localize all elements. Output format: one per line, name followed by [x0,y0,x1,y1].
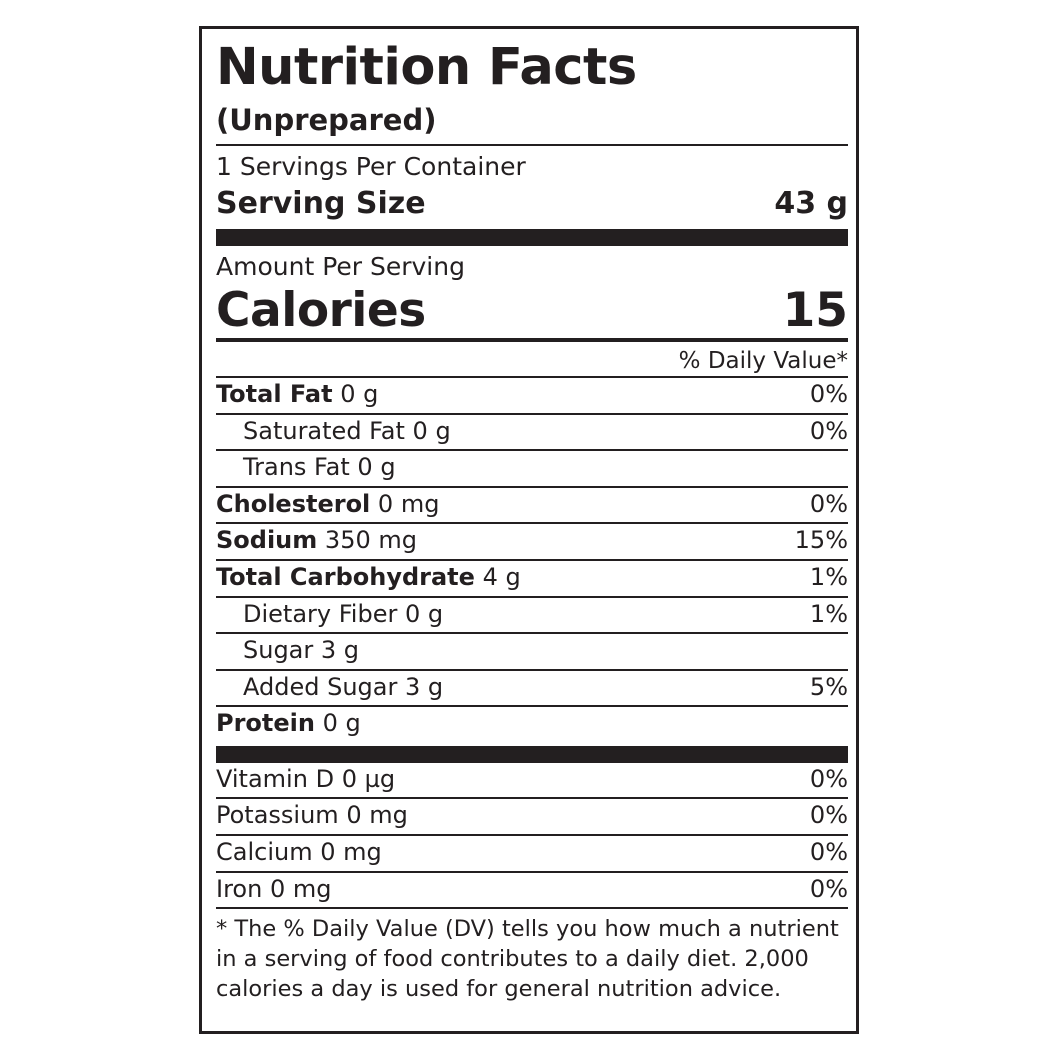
nutrient-name: Total Fat [216,379,333,408]
vitamin-amount: 0 mg [320,838,382,867]
nutrient-name: Sodium [216,526,318,555]
nutrient-name: Trans Fat [243,453,350,482]
vitamin-dv: 0% [809,801,848,830]
nutrient-name: Total Carbohydrate [216,562,475,591]
vitamin-dv: 0% [809,764,848,793]
divider-under-calories [216,338,848,342]
amount-per-serving-label: Amount Per Serving [216,251,465,281]
nutrient-dv: 0% [809,379,848,408]
nutrient-amount: 4 g [482,562,521,591]
vitamin-row [216,797,848,834]
servings-per-container: 1 Servings Per Container [216,152,526,182]
nutrient-amount: 350 mg [324,526,417,555]
serving-size-label: Serving Size [216,185,426,221]
vitamin-row [216,834,848,871]
daily-value-header: % Daily Value* [678,347,848,374]
nutrient-dv: 5% [809,672,848,701]
vitamin-name: Iron [216,874,263,903]
nutrient-amount: 0 g [412,416,451,445]
serving-size-row [216,186,848,221]
nutrient-name: Sugar [243,636,314,665]
nutrient-row [216,596,848,633]
nutrient-amount: 0 g [357,453,396,482]
vitamin-row [216,763,848,798]
nutrient-amount: 3 g [320,636,360,665]
nutrient-name: Added Sugar [243,672,398,701]
vitamin-amount: 0 µg [341,764,396,793]
nutrient-name: Saturated Fat [243,416,405,445]
calories-value: 15 [782,282,848,338]
calories-row [216,283,848,338]
daily-value-footnote: * The % Daily Value (DV) tells you how much a nutrient in a serving of food contributes to a daily diet. 2,000 calories a day is used for general nutrition advice. [216,907,848,1005]
nutrient-amount: 0 g [404,599,444,628]
thick-divider-top [216,229,848,246]
nutrient-name: Dietary Fiber [243,599,398,628]
nutrient-row [216,522,848,559]
nutrient-amount: 3 g [405,672,444,701]
nutrient-row [216,705,848,742]
vitamin-name: Calcium [216,838,313,867]
vitamin-amount: 0 mg [269,874,332,903]
nutrient-amount: 0 g [340,379,379,408]
nutrient-row [216,413,848,450]
nutrient-amount: 0 mg [377,489,440,518]
nutrient-row [216,376,848,413]
nutrient-amount: 0 g [322,709,361,738]
divider-under-subtitle [216,144,848,146]
nutrient-dv: 15% [794,526,848,555]
nutrient-dv: 0% [809,416,848,445]
vitamin-row [216,871,848,908]
nutrient-dv: 0% [809,489,848,518]
page-title: Nutrition Facts [216,38,637,97]
nutrient-name: Cholesterol [216,489,371,518]
nutrient-row [216,632,848,669]
vitamin-dv: 0% [809,874,848,903]
nutrient-dv: 1% [809,599,848,628]
calories-label: Calories [216,282,426,338]
nutrient-row [216,559,848,596]
thick-divider-vitamins [216,746,848,763]
vitamin-name: Potassium [216,801,339,830]
nutrient-row [216,669,848,706]
nutrient-row [216,486,848,523]
nutrition-facts-panel [199,26,859,1034]
serving-size-value: 43 g [774,185,848,221]
vitamin-name: Vitamin D [216,764,335,793]
nutrient-name: Protein [216,709,315,738]
vitamin-amount: 0 mg [346,801,408,830]
preparation-state: (Unprepared) [216,102,437,137]
nutrient-dv: 1% [809,562,848,591]
vitamin-dv: 0% [809,838,848,867]
nutrient-row [216,449,848,486]
